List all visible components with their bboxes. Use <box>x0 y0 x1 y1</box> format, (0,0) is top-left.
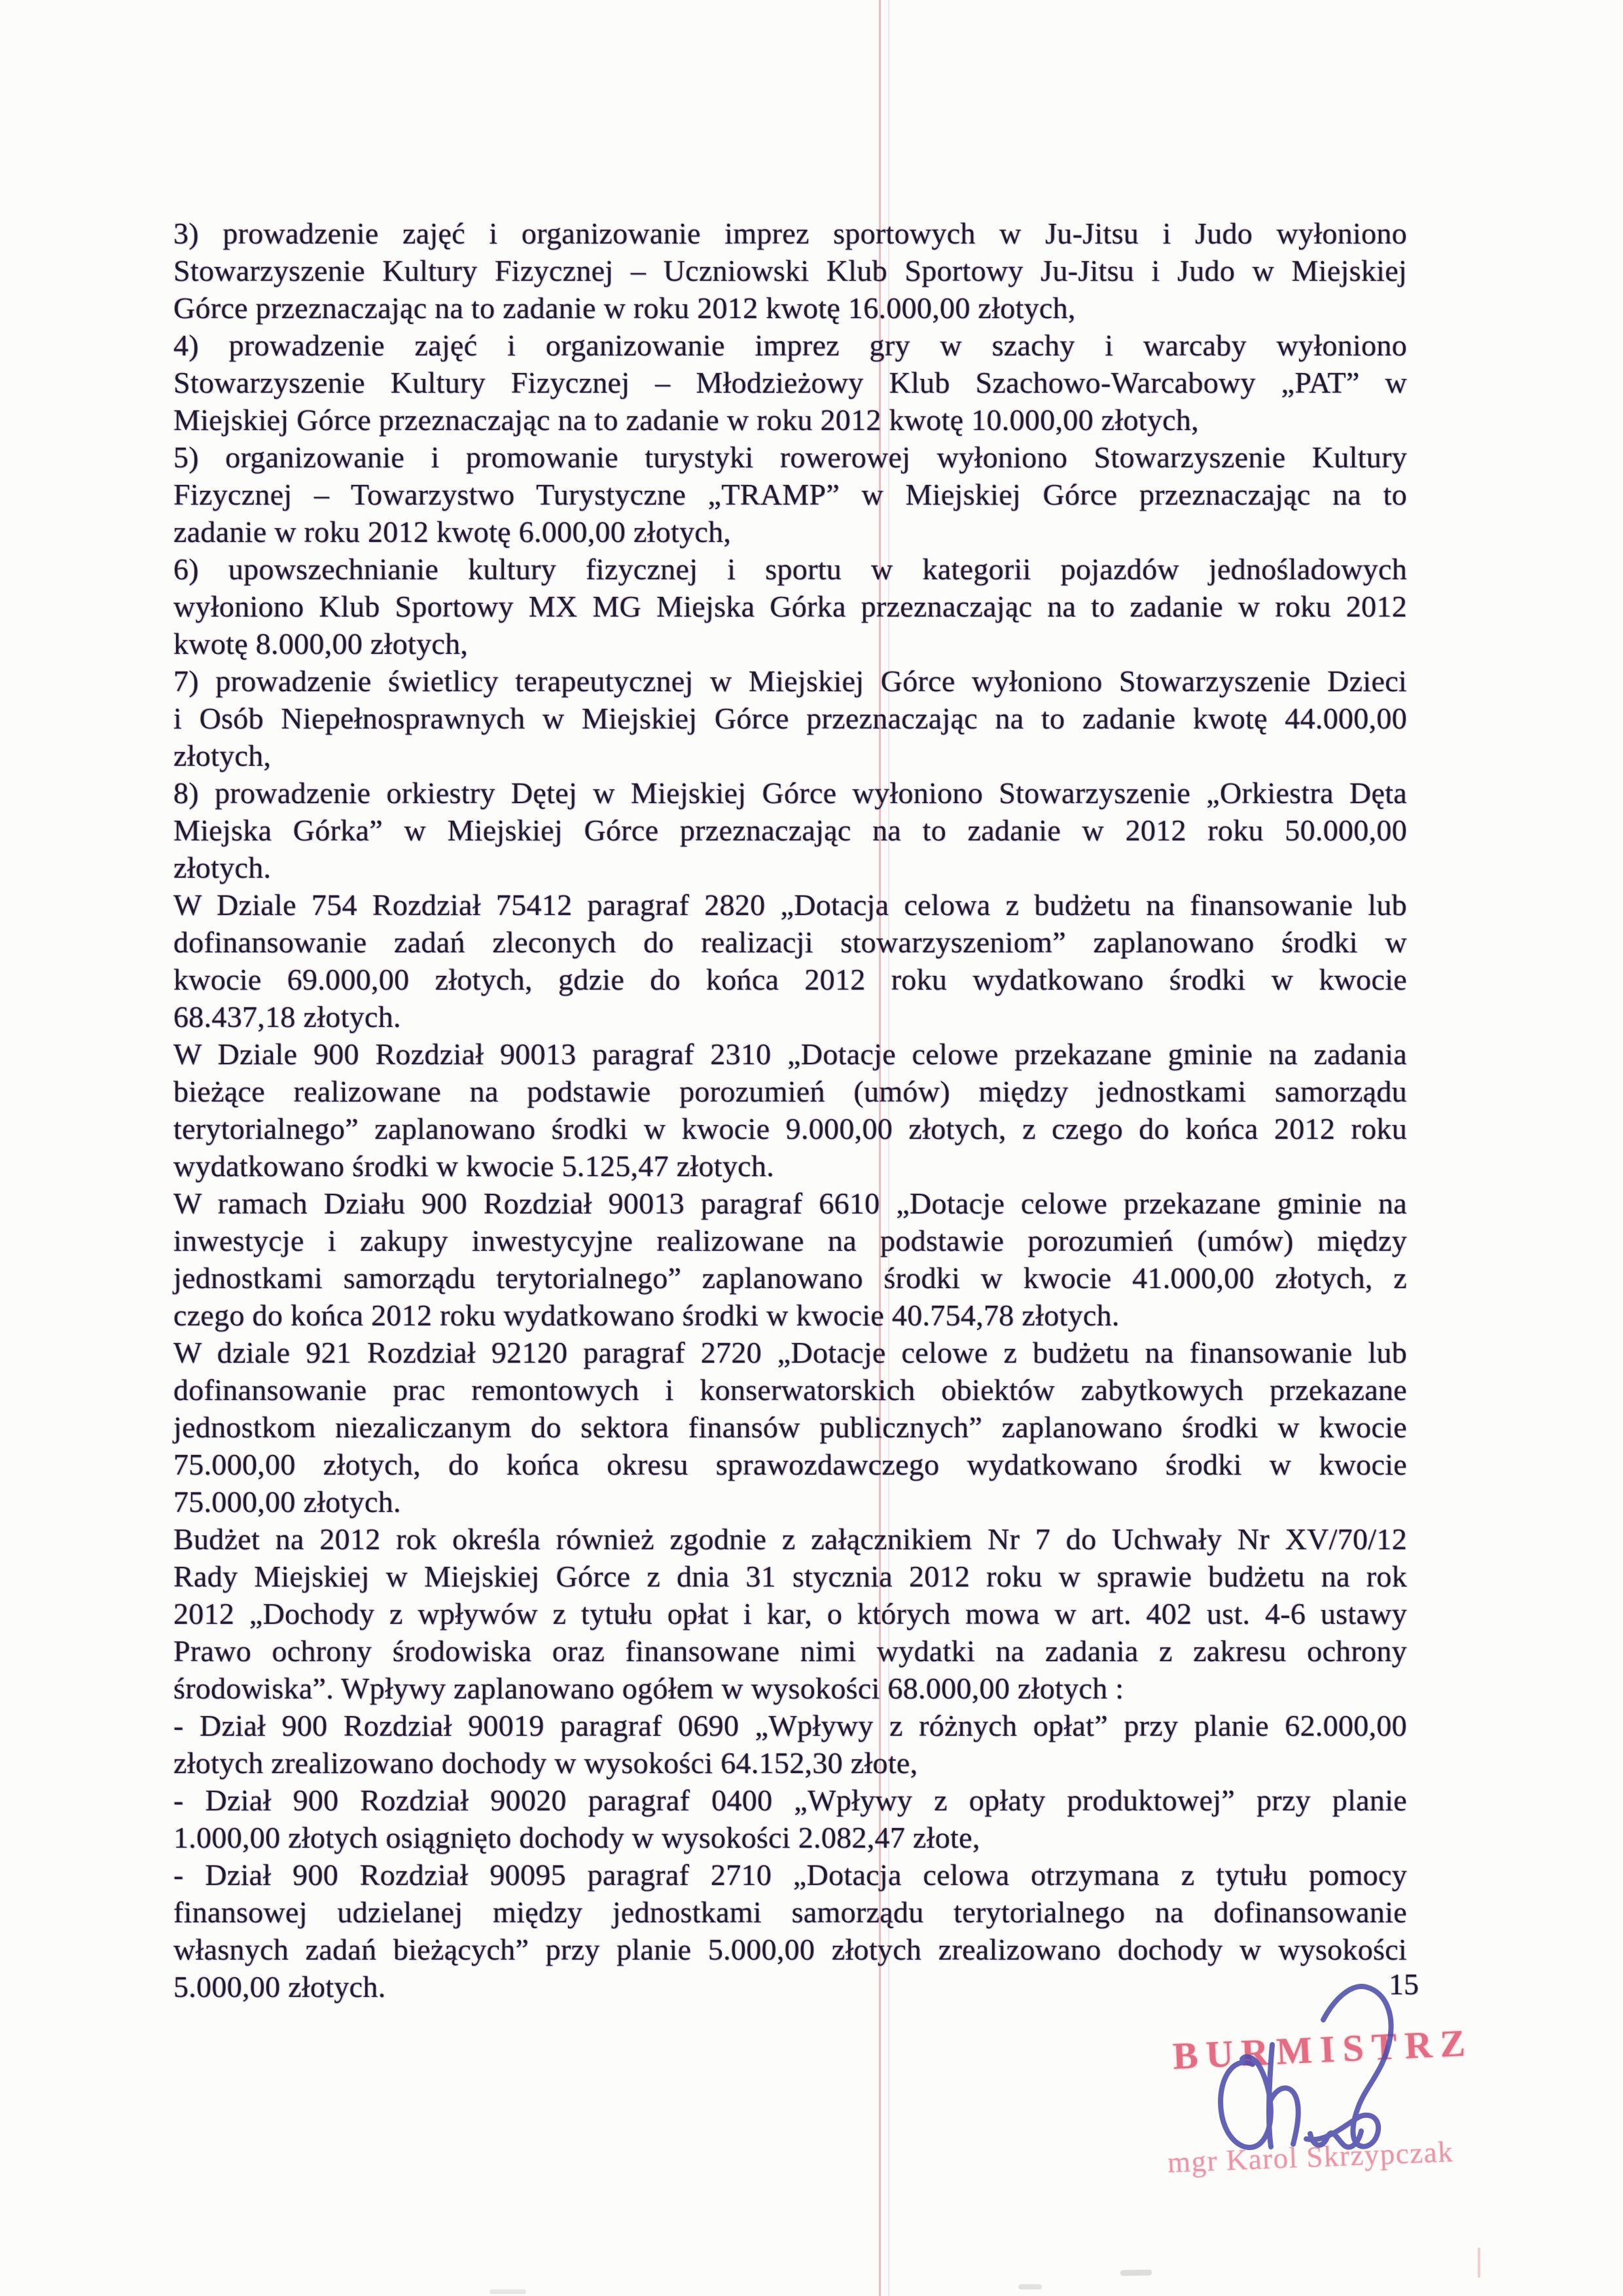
text-line: - Dział 900 Rozdział 90020 paragraf 0400 „Wpływy z opłaty produktowej” przy planie <box>173 1784 1407 1817</box>
text-line: 8) prowadzenie orkiestry Dętej w Miejskiej Górce wyłoniono Stowarzyszenie „Orkiestra Dęta <box>173 776 1407 810</box>
page-number: 15 <box>1389 1967 1419 2001</box>
handwritten-signature-icon <box>1195 1978 1423 2185</box>
text-line: bieżące realizowane na podstawie porozumień (umów) między jednostkami samorządu <box>173 1075 1407 1108</box>
burmistrz-stamp-name: mgr Karol Skrzypczak <box>1167 2135 1454 2179</box>
text-line: jednostkom niezaliczanym do sektora finansów publicznych” zaplanowano środki w kwocie <box>173 1410 1407 1444</box>
text-line: 2012 „Dochody z wpływów z tytułu opłat i kar, o których mowa w art. 402 ust. 4-6 ustawy <box>173 1597 1407 1630</box>
text-line: 75.000,00 złotych, do końca okresu sprawozdawczego wydatkowano środki w kwocie <box>173 1448 1407 1481</box>
text-line: Prawo ochrony środowiska oraz finansowane nimi wydatki na zadania z zakresu ochrony <box>173 1634 1407 1668</box>
text-line: Górce przeznaczając na to zadanie w roku 2012 kwotę 16.000,00 złotych, <box>173 291 1076 325</box>
text-line: 4) prowadzenie zajęć i organizowanie imprez gry w szachy i warcaby wyłoniono <box>173 329 1407 362</box>
text-line: 75.000,00 złotych. <box>173 1485 401 1518</box>
scan-artifact <box>1478 2248 1480 2278</box>
text-line: złotych zrealizowano dochody w wysokości 64.152,30 złote, <box>173 1746 918 1780</box>
text-line: Budżet na 2012 rok określa również zgodnie z załącznikiem Nr 7 do Uchwały Nr XV/70/12 <box>173 1522 1407 1556</box>
text-line: dofinansowanie prac remontowych i konserwatorskich obiektów zabytkowych przekazane <box>173 1373 1407 1407</box>
text-line: 5) organizowanie i promowanie turystyki rowerowej wyłoniono Stowarzyszenie Kultury <box>173 440 1407 474</box>
text-line: kwocie 69.000,00 złotych, gdzie do końca 2012 roku wydatkowano środki w kwocie <box>173 963 1407 996</box>
text-line: własnych zadań bieżących” przy planie 5.000,00 złotych zrealizowano dochody w wysokości <box>173 1933 1407 1966</box>
text-line: Miejskiej Górce przeznaczając na to zadanie w roku 2012 kwotę 10.000,00 złotych, <box>173 403 1199 437</box>
text-line: Fizycznej – Towarzystwo Turystyczne „TRAMP” w Miejskiej Górce przeznaczając na to <box>173 478 1407 511</box>
text-line: W Dziale 900 Rozdział 90013 paragraf 2310 „Dotacje celowe przekazane gminie na zadania <box>173 1037 1407 1071</box>
text-line: W dziale 921 Rozdział 92120 paragraf 2720 „Dotacje celowe z budżetu na finansowanie lub <box>173 1336 1407 1369</box>
text-line: środowiska”. Wpływy zaplanowano ogółem w wysokości 68.000,00 złotych : <box>173 1672 1124 1705</box>
text-line: terytorialnego” zaplanowano środki w kwocie 9.000,00 złotych, z czego do końca 2012 roku <box>173 1112 1407 1145</box>
text-line: 68.437,18 złotych. <box>173 1000 401 1033</box>
text-line: dofinansowanie zadań zleconych do realizacji stowarzyszeniom” zaplanowano środki w <box>173 925 1407 959</box>
text-line: 6) upowszechnianie kultury fizycznej i sportu w kategorii pojazdów jednośladowych <box>173 552 1407 586</box>
document-body <box>173 215 1407 2005</box>
text-line: 3) prowadzenie zajęć i organizowanie imprez sportowych w Ju-Jitsu i Judo wyłoniono <box>173 217 1407 250</box>
text-line: - Dział 900 Rozdział 90095 paragraf 2710 „Dotacja celowa otrzymana z tytułu pomocy <box>173 1858 1407 1892</box>
text-line: jednostkami samorządu terytorialnego” zaplanowano środki w kwocie 41.000,00 złotych, z <box>173 1261 1407 1295</box>
text-line: 1.000,00 złotych osiągnięto dochody w wysokości 2.082,47 złote, <box>173 1821 980 1854</box>
scan-artifact <box>1018 2284 1042 2289</box>
text-line: wyłoniono Klub Sportowy MX MG Miejska Górka przeznaczając na to zadanie w roku 2012 <box>173 590 1407 623</box>
text-line: Rady Miejskiej w Miejskiej Górce z dnia 31 stycznia 2012 roku w sprawie budżetu na rok <box>173 1560 1407 1593</box>
text-line: złotych. <box>173 851 272 884</box>
text-line: 7) prowadzenie świetlicy terapeutycznej w Miejskiej Górce wyłoniono Stowarzyszenie Dzieci <box>173 664 1407 698</box>
burmistrz-stamp-title: BURMISTRZ <box>1171 2021 1474 2077</box>
text-line: W ramach Działu 900 Rozdział 90013 paragraf 6610 „Dotacje celowe przekazane gminie na <box>173 1187 1407 1220</box>
text-line: zadanie w roku 2012 kwotę 6.000,00 złotych, <box>173 515 732 548</box>
text-line: W Dziale 754 Rozdział 75412 paragraf 2820 „Dotacja celowa z budżetu na finansowanie lub <box>173 888 1407 922</box>
text-line: 5.000,00 złotych. <box>173 1970 386 2003</box>
text-line: złotych, <box>173 739 272 772</box>
text-line: wydatkowano środki w kwocie 5.125,47 złotych. <box>173 1149 775 1183</box>
text-line: i Osób Niepełnosprawnych w Miejskiej Górce przeznaczając na to zadanie kwotę 44.000,00 <box>173 702 1407 735</box>
text-line: czego do końca 2012 roku wydatkowano środki w kwocie 40.754,78 złotych. <box>173 1299 1120 1332</box>
text-line: kwotę 8.000,00 złotych, <box>173 627 469 660</box>
text-line: - Dział 900 Rozdział 90019 paragraf 0690 „Wpływy z różnych opłat” przy planie 62.000,00 <box>173 1709 1407 1742</box>
text-line: Miejska Górka” w Miejskiej Górce przeznaczając na to zadanie w 2012 roku 50.000,00 <box>173 814 1407 847</box>
text-line: Stowarzyszenie Kultury Fizycznej – Młodzieżowy Klub Szachowo-Warcabowy „PAT” w <box>173 366 1407 399</box>
text-line: inwestycje i zakupy inwestycyjne realizowane na podstawie porozumień (umów) między <box>173 1224 1407 1257</box>
scan-artifact <box>490 2289 526 2294</box>
text-line: Stowarzyszenie Kultury Fizycznej – Uczniowski Klub Sportowy Ju-Jitsu i Judo w Miejskiej <box>173 254 1407 287</box>
scan-artifact <box>1120 2270 1152 2276</box>
text-line: finansowej udzielanej między jednostkami samorządu terytorialnego na dofinansowanie <box>173 1895 1407 1929</box>
